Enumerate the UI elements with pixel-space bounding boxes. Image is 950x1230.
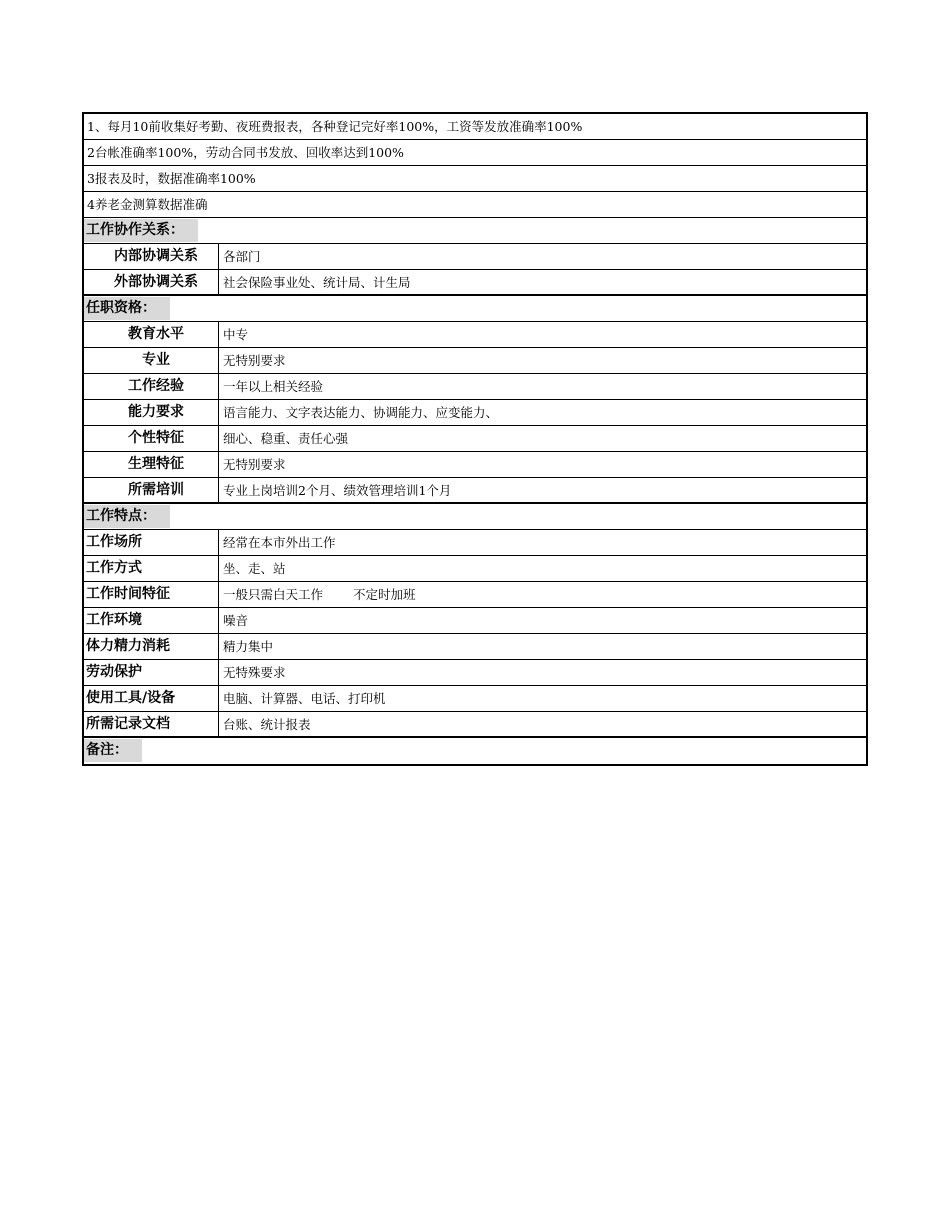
major-row [84, 348, 866, 374]
training-value: 专业上岗培训2个月、绩效管理培训1个月 [223, 483, 452, 498]
duty-text: 1、每月10前收集好考勤、夜班费报表，各种登记完好率100%，工资等发放准确率100% [87, 119, 583, 134]
workplace-row [84, 530, 866, 556]
education-value: 中专 [223, 327, 249, 342]
workplace-label: 工作场所 [84, 530, 219, 555]
education-label: 教育水平 [84, 322, 219, 347]
duty-text: 2台帐准确率100%，劳动合同书发放、回收率达到100% [87, 145, 404, 160]
tools-value: 电脑、计算器、电话、打印机 [223, 691, 386, 706]
work-time-value-overtime: 不定时加班 [353, 587, 416, 602]
features-title: 工作特点： [84, 505, 170, 528]
internal-coordination-label: 内部协调关系 [84, 244, 219, 269]
job-description-table [82, 112, 868, 766]
internal-coordination-value: 各部门 [223, 249, 261, 264]
training-row [84, 478, 866, 504]
work-mode-label: 工作方式 [84, 556, 219, 581]
protection-row [84, 660, 866, 686]
tools-label: 使用工具/设备 [84, 686, 219, 711]
ability-value: 语言能力、文字表达能力、协调能力、应变能力、 [223, 405, 499, 420]
personality-label: 个性特征 [84, 426, 219, 451]
energy-label: 体力精力消耗 [84, 634, 219, 659]
duty-row [84, 166, 866, 192]
work-time-label: 工作时间特征 [84, 582, 219, 607]
experience-row [84, 374, 866, 400]
experience-label: 工作经验 [84, 374, 219, 399]
environment-row [84, 608, 866, 634]
cooperation-title: 工作协作关系： [84, 219, 198, 242]
duty-row [84, 114, 866, 140]
environment-value: 噪音 [223, 613, 249, 628]
work-mode-value: 坐、走、站 [223, 561, 286, 576]
external-coordination-row [84, 270, 866, 296]
duty-text: 3报表及时，数据准确率100% [87, 171, 256, 186]
records-label: 所需记录文档 [84, 712, 219, 736]
major-label: 专业 [84, 348, 219, 373]
cooperation-section-header [84, 218, 866, 244]
physical-value: 无特别要求 [223, 457, 286, 472]
external-coordination-label: 外部协调关系 [84, 270, 219, 294]
qualification-title: 任职资格： [84, 297, 170, 320]
protection-value: 无特殊要求 [223, 665, 286, 680]
ability-row [84, 400, 866, 426]
experience-value: 一年以上相关经验 [223, 379, 324, 394]
ability-label: 能力要求 [84, 400, 219, 425]
duty-row [84, 192, 866, 218]
personality-value: 细心、稳重、责任心强 [223, 431, 349, 446]
education-row [84, 322, 866, 348]
tools-row [84, 686, 866, 712]
energy-value: 精力集中 [223, 639, 274, 654]
remarks-row [84, 738, 866, 764]
duty-text: 4养老金测算数据准确 [87, 197, 208, 212]
work-mode-row [84, 556, 866, 582]
features-section-header [84, 504, 866, 530]
records-row [84, 712, 866, 738]
internal-coordination-row [84, 244, 866, 270]
duty-row [84, 140, 866, 166]
environment-label: 工作环境 [84, 608, 219, 633]
external-coordination-value: 社会保险事业处、统计局、计生局 [223, 275, 411, 290]
protection-label: 劳动保护 [84, 660, 219, 685]
workplace-value: 经常在本市外出工作 [223, 535, 336, 550]
training-label: 所需培训 [84, 478, 219, 502]
physical-label: 生理特征 [84, 452, 219, 477]
work-time-row [84, 582, 866, 608]
work-time-value [219, 582, 866, 607]
work-time-value-daytime: 一般只需白天工作 [223, 587, 324, 602]
physical-row [84, 452, 866, 478]
personality-row [84, 426, 866, 452]
qualification-section-header [84, 296, 866, 322]
records-value: 台账、统计报表 [223, 717, 311, 732]
remarks-title: 备注： [84, 739, 142, 762]
major-value: 无特别要求 [223, 353, 286, 368]
energy-row [84, 634, 866, 660]
